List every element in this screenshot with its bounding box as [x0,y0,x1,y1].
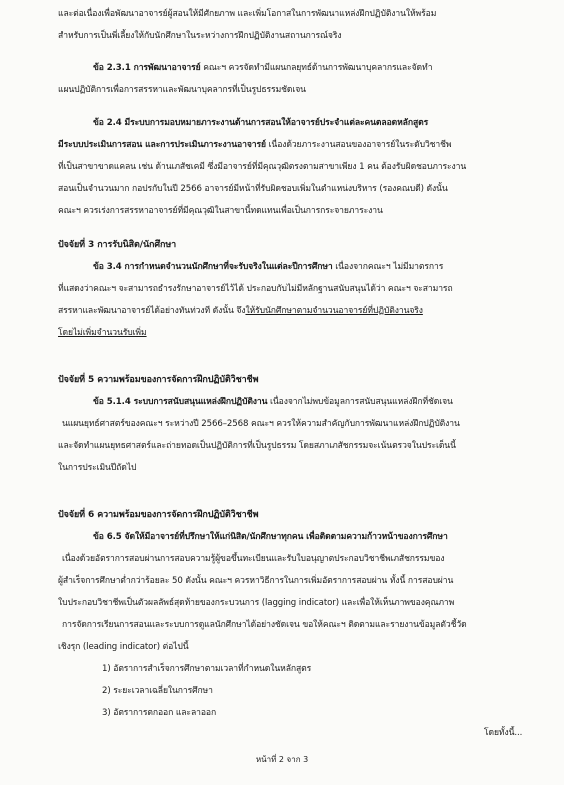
section-heading: ปัจจัยที่ 5 ความพร้อมของการจัดการฝึกปฏิบัติวิชาชีพ [58,375,259,385]
paragraph-line [93,396,453,408]
list-item: 2) ระยะเวลาเฉลี่ยในการศึกษา [102,686,213,696]
paragraph-line: ที่แสดงว่าคณะฯ จะสามารถธำรงรักษาอาจารย์ไว้ได้ ประกอบกับไม่มีหลักฐานสนับสนุนได้ว่า คณะฯ จะสามารถ [58,284,453,294]
paragraph-line: ที่เป็นสาขาขาดแคลน เช่น ด้านเภสัชเคมี ซึ่งมีอาจารย์ที่มีคุณวุฒิตรงตามสาขาเพียง 1 คน ต้องรับผิดชอบภาระงาน [58,162,467,172]
list-item: 1) อัตราการสำเร็จการศึกษาตามเวลาที่กำหนดในหลักสูตร [102,664,312,674]
paragraph-line: นแผนยุทธ์ศาสตร์ของคณะฯ ระหว่างปี 2566–2568 คณะฯ ควรให้ความสำคัญกับการพัฒนาแหล่งฝึกปฏิบัติงาน [62,419,460,429]
paragraph-line: เนื่องด้วยอัตราการสอบผ่านการสอบความรู้ผู้ขอขึ้นทะเบียนและรับใบอนุญาตประกอบวิชาชีพเภสัชกรรมของ [62,554,445,564]
paragraph-line: สอนเป็นจำนวนมาก กอปรกับในปี 2566 อาจารย์มีหน้าที่รับผิดชอบเพิ่มในตำแหน่งบริหาร (รองคณบดี) ดังนั้น [58,184,448,194]
paragraph-line [93,62,432,74]
clause-text: สรรหาและพัฒนาอาจารย์ได้อย่างทันท่วงที ดังนั้น จึง [58,306,246,316]
clause-text: เนื่องด้วยภาระงานสอนของอาจารย์ในระดับวิชาชีพ [268,140,452,150]
list-item: 3) อัตราการตกออก และลาออก [102,708,217,718]
paragraph-line [93,261,443,273]
paragraph-line: การจัดการเรียนการสอนและระบบการดูแลนักศึกษาได้อย่างชัดเจน ขอให้คณะฯ ติดตามและรายงานข้อมูลตัวชี้วัด [62,620,467,630]
underlined-text: โดยไม่เพิ่มจำนวนรับเพิ่ม [58,328,147,338]
paragraph-line: และจัดทำแผนยุทธศาสตร์และถ่ายทอดเป็นปฏิบัติการที่เป็นรูปธรรม โดยสภาเภสัชกรรมจะเน้นตรวจในประเด็นนี้ [58,441,456,451]
paragraph-line: และต่อเนื่องเพื่อพัฒนาอาจารย์ผู้สอนให้มีศักยภาพ และเพิ่มโอกาสในการพัฒนาแหล่งฝึกปฏิบัติงานให้พร้อม [58,9,437,19]
clause-title: ข้อ 2.3.1 การพัฒนาอาจารย์ [93,63,201,73]
paragraph-line: ใบประกอบวิชาชีพเป็นตัวผลลัพธ์สุดท้ายของกระบวนการ (lagging indicator) และเพื่อให้เห็นภาพของคุณภาพ [58,598,455,608]
paragraph-line: แผนปฏิบัติการเพื่อการสรรหาและพัฒนาบุคลากรที่เป็นรูปธรรมชัดเจน [58,85,306,95]
paragraph-line [58,139,451,151]
underlined-text: ให้รับนักศึกษาตามจำนวนอาจารย์ที่ปฏิบัติงานจริง [245,306,423,316]
clause-title: ข้อ 3.4 การกำหนดจำนวนนักศึกษาที่จะรับจริงในแต่ละปีการศึกษา [93,262,333,272]
paragraph-line: สำหรับการเป็นพี่เลี้ยงให้กับนักศึกษาในระหว่างการฝึกปฏิบัติงานสถานการณ์จริง [58,31,342,41]
paragraph-line: ผู้สำเร็จการศึกษาต่ำกว่าร้อยละ 50 ดังนั้น คณะฯ ควรหาวิธีการในการเพิ่มอัตราการสอบผ่าน ทั้งนี้ การสอบผ่าน [58,576,454,586]
paragraph-line: คณะฯ ควรเร่งการสรรหาอาจารย์ที่มีคุณวุฒิในสาขานี้ทดแทนเพื่อเป็นการกระจายภาระงาน [58,206,383,216]
clause-text: เนื่องจากคณะฯ ไม่มีมาตรการ [335,262,444,272]
clause-text: คณะฯ ควรจัดทำมีแผนกลยุทธ์ด้านการพัฒนาบุคลากรและจัดทำ [203,63,433,73]
page-number: หน้าที่ 2 จาก 3 [255,755,309,764]
paragraph-line: ในการประเมินปีถัดไป [58,463,137,473]
clause-title: ข้อ 2.4 มีระบบการมอบหมายภาระงานด้านการสอนให้อาจารย์ประจำแต่ละคนตลอดหลักสูตร [93,118,429,128]
paragraph-line [58,305,423,317]
clause-title: ข้อ 6.5 จัดให้มีอาจารย์ที่ปรึกษาให้แก่นิสิต/นักศึกษาทุกคน เพื่อติดตามความก้าวหน้าของการศึกษา [93,532,448,542]
clause-title: ข้อ 5.1.4 ระบบการสนับสนุนแหล่งฝึกปฏิบัติงาน [93,397,268,407]
clause-title: มีระบบประเมินการสอน และการประเมินภาระงานอาจารย์ [58,140,266,150]
clause-text: เนื่องจากไม่พบข้อมูลการสนับสนุนแหล่งฝึกที่ชัดเจน [270,397,453,407]
continuation-text: โดยทั้งนี้... [484,728,523,738]
section-heading: ปัจจัยที่ 6 ความพร้อมของการจัดการฝึกปฏิบัติวิชาชีพ [58,510,259,520]
paragraph-line: เชิงรุก (leading indicator) ต่อไปนี้ [58,642,189,652]
section-heading: ปัจจัยที่ 3 การรับนิสิต/นักศึกษา [58,240,177,250]
